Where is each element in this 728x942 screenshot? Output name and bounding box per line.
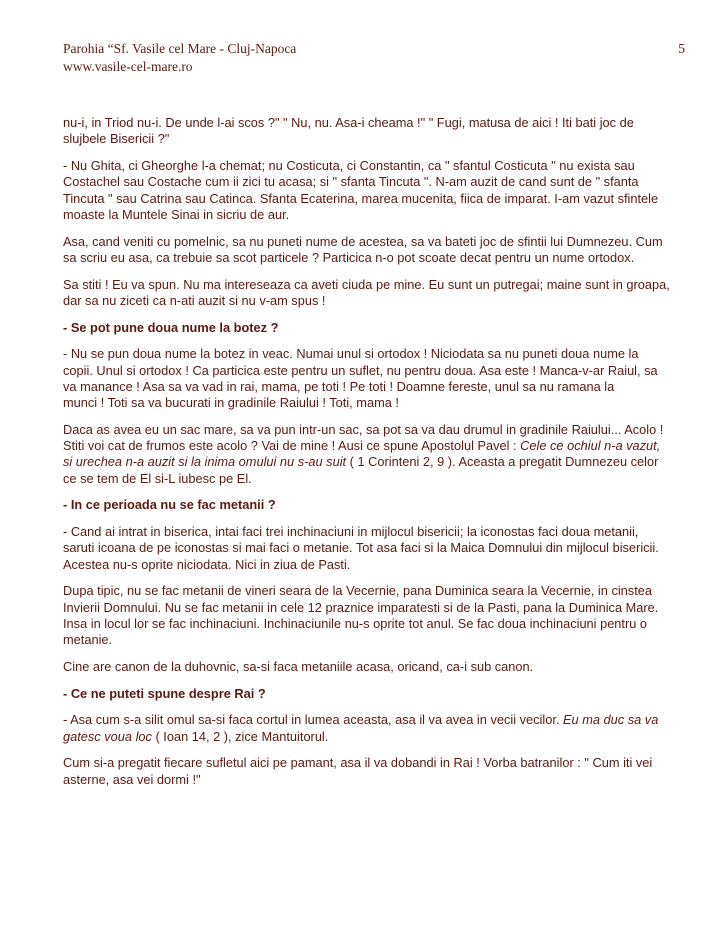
text-span: - Asa cum s-a silit omul sa-si faca cortul in lumea aceasta, asa il va avea in vecii vecilor. — [63, 712, 563, 728]
paragraph: Cine are canon de la duhovnic, sa-si faca metaniile acasa, oricand, ca-i sub canon. — [63, 658, 534, 674]
text-span: ( Ioan 14, 2 ), zice Mantuitorul. — [151, 728, 329, 744]
paragraph: - Cand ai intrat in biserica, intai faci trei inchinaciuni in mijlocul bisericii; la iconostas faci doua metanii, saruti icoana de pe iconostas si mai faci o metanie. Tot asa faci si la Maica Domnului din mijlocul bisericii. Acestea nu-s oprite niciodata. Nici in ziua de Pasti. — [63, 524, 659, 572]
scripture-quote: Cele ce ochiul n-a vazut, si urechea n-a auzit si la inima omului nu s-au suit — [63, 438, 661, 470]
header-top-row — [63, 40, 685, 58]
paragraph: nu-i, in Triod nu-i. De unde l-ai scos ?" " Nu, nu. Asa-i cheama !" " Fugi, matusa de aici ! Iti bati joc de slujbele Bisericii ?" — [63, 115, 634, 147]
page-header — [63, 40, 685, 76]
parish-name: Parohia “Sf. Vasile cel Mare - Cluj-Napoca — [63, 41, 297, 56]
question-heading: - In ce perioada nu se fac metanii ? — [63, 497, 276, 513]
question-heading: - Se pot pune doua nume la botez ? — [63, 319, 279, 335]
text-span: ( 1 Corinteni 2, 9 ). Aceasta a pregatit Dumnezeu celor ce se tem de El si-L iubesc pe El. — [63, 454, 659, 486]
paragraph: - Nu Ghita, ci Gheorghe l-a chemat; nu Costicuta, ci Constantin, ca " sfantul Costicuta " nu exista sau Costachel sau Costache cum ii zici tu acasa; si " sfanta Tincuta ". N-am auzit de cand sunt de " sfanta Tincuta " sau Catrina sau Catinca. Sfanta Ecaterina, marea mucenita, fiica de imparat. I-am vazut sfintele moaste la Muntele Sinai in sicriu de aur. — [63, 157, 659, 222]
scripture-quote: Eu ma duc sa va gatesc voua loc — [63, 712, 659, 744]
paragraph-with-quote — [63, 712, 689, 745]
document-body — [63, 115, 689, 798]
paragraph: Dupa tipic, nu se fac metanii de vineri seara de la Vecernie, pana Duminica seara la Vecernie, in cinstea Invierii Domnului. Nu se fac metanii in cele 12 praznice imparatesti si de la Pasti, pana la Duminica Mare. Insa in locul lor se fac inchinaciuni. Inchinaciunile nu-s oprite tot anul. Se fac doua inchinaciuni pentru o metanie. — [63, 583, 659, 648]
paragraph: - Nu se pun doua nume la botez in veac. Numai unul si ortodox ! Niciodata sa nu puneti doua nume la copii. Unul si ortodox ! Ca particica este pentru un suflet, nu pentru doua. Asa este ! Manca-v-ar Raiul, sa va manance ! Asa sa va vad in rai, mama, pe toti ! Pe toti ! Doamne fereste, unul sa nu ramana la munci ! Toti sa va bucurati in gradinile Raiului ! Toti, mama ! — [63, 346, 658, 411]
text-span: Daca as avea eu un sac mare, sa va pun intr-un sac, sa pot sa va dau drumul in gradinile Raiului... Acolo ! Stiti voi cat de frumos este acolo ? Vai de mine ! Ausi ce spune Apostolul Pavel : — [63, 421, 664, 454]
paragraph: Cum si-a pregatit fiecare sufletul aici pe pamant, asa il va dobandi in Rai ! Vorba batranilor : " Cum iti vei asterne, asa vei dormi !" — [63, 755, 653, 787]
page-number: 5 — [678, 41, 685, 56]
paragraph: Sa stiti ! Eu va spun. Nu ma intereseaza ca aveti ciuda pe mine. Eu sunt un putregai; maine sunt in groapa, dar sa nu ziceti ca n-ati auzit si nu v-am spus ! — [63, 276, 670, 308]
question-heading: - Ce ne puteti spune despre Rai ? — [63, 685, 266, 701]
paragraph-with-quote — [63, 422, 689, 487]
website-url: www.vasile-cel-mare.ro — [63, 59, 193, 74]
paragraph: Asa, cand veniti cu pomelnic, sa nu puneti nume de acestea, sa va bateti joc de sfintii lui Dumnezeu. Cum sa scriu eu asa, ca trebuie sa scot particele ? Particica n-o pot scoate decat pentru un nume ortodox. — [63, 233, 663, 265]
